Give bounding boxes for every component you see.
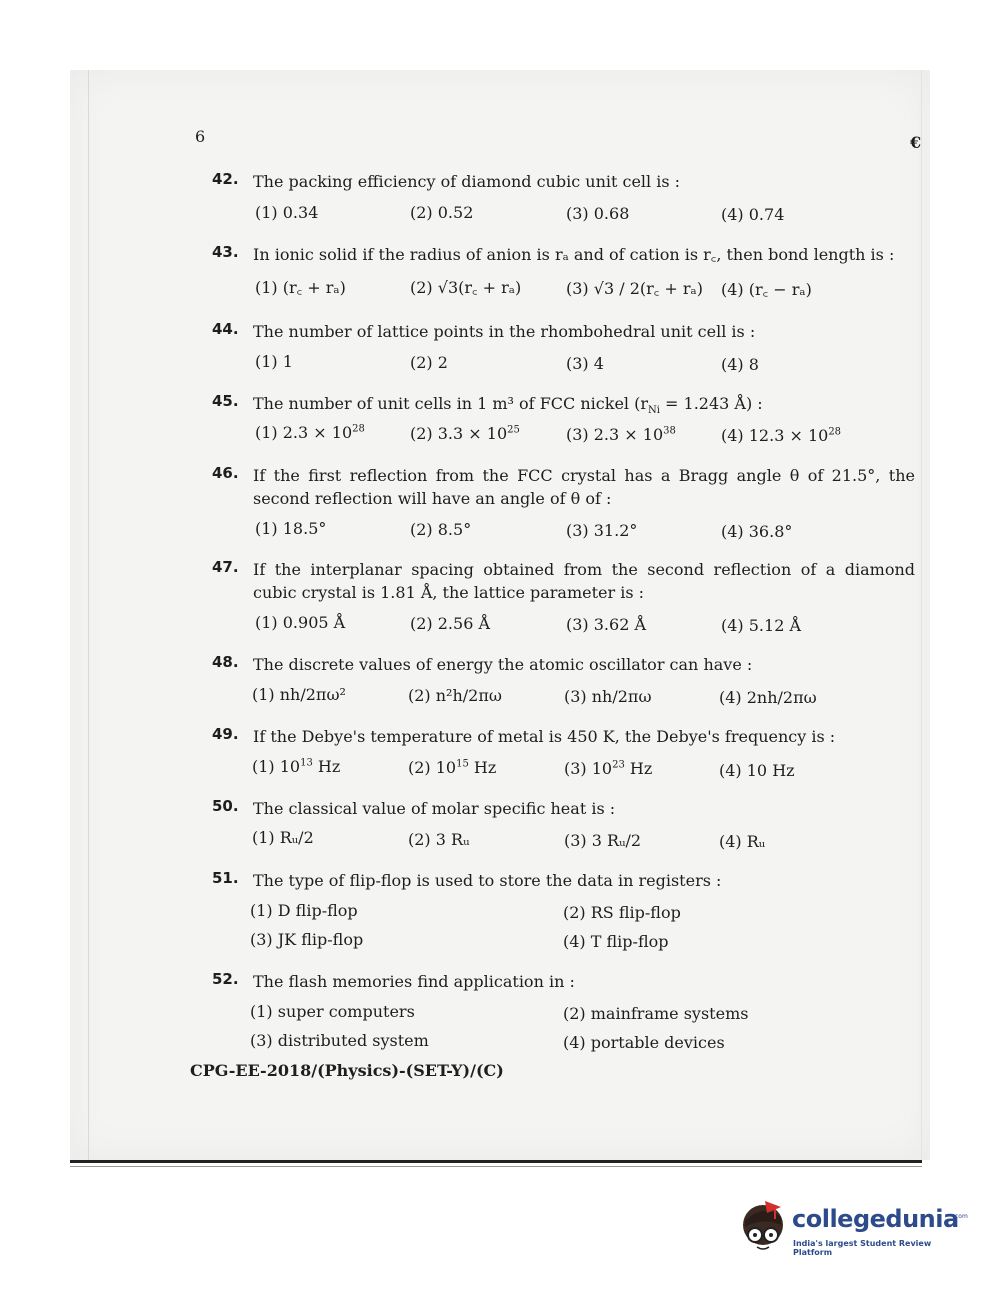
option-1: (1) Rᵤ/2 xyxy=(252,828,314,847)
option-4: (4) 2nh/2πω xyxy=(719,688,817,707)
option-4: (4) (r꜀ − rₐ) xyxy=(721,280,812,299)
option-1: (1) super computers xyxy=(250,1002,415,1021)
question-text: The type of flip-flop is used to store the data in registers : xyxy=(253,871,722,890)
option-3: (3) $10^{23}$ Hz xyxy=(564,759,653,778)
question-number: 47. xyxy=(212,558,239,576)
logo-wordmark: collegedunia xyxy=(792,1205,959,1233)
option-3: (3) 3.62 Å xyxy=(566,615,647,634)
question-number: 44. xyxy=(212,320,239,338)
question-text: The number of unit cells in 1 m³ of FCC nickel ($r_{Ni} = 1.243$ Å) : xyxy=(253,394,763,417)
bottom-divider xyxy=(70,1160,922,1163)
option-2: (2) 3 Rᵤ xyxy=(408,830,470,849)
option-4: (4) 5.12 Å xyxy=(721,616,802,635)
option-3: (3) 31.2° xyxy=(566,521,638,540)
question-text: If the first reflection from the FCC crystal has a Bragg angle θ of 21.5°, the second reflection will have an angle of θ of : xyxy=(253,466,915,508)
option-2: (2) 2 xyxy=(410,353,448,372)
option-3: (3) nh/2πω xyxy=(564,687,652,706)
bottom-divider-thin xyxy=(70,1166,922,1167)
option-1: (1) nh/2πω² xyxy=(252,685,346,704)
option-3: (3) JK flip-flop xyxy=(250,930,364,949)
question-text: The number of lattice points in the rhombohedral unit cell is : xyxy=(253,322,756,341)
option-1: (1) $2.3 \times 10^{28}$ xyxy=(255,423,365,442)
option-2: (2) mainframe systems xyxy=(563,1004,749,1023)
option-2: (2) 8.5° xyxy=(410,520,472,539)
option-4: (4) 8 xyxy=(721,355,759,374)
option-2: (2) 0.52 xyxy=(410,203,474,222)
option-3: (3) distributed system xyxy=(250,1031,429,1050)
option-2: (2) $3.3 \times 10^{25}$ xyxy=(410,424,520,443)
option-1: (1) (r꜀ + rₐ) xyxy=(255,278,346,297)
collegedunia-logo xyxy=(735,1195,968,1257)
mascot-icon xyxy=(735,1195,791,1255)
question-number: 43. xyxy=(212,243,239,261)
option-4: (4) 10 Hz xyxy=(719,761,795,780)
logo-tagline: India's largest Student Review Platform xyxy=(793,1239,932,1257)
scanned-page xyxy=(70,70,930,1160)
question-text: The flash memories find application in : xyxy=(253,972,575,991)
page-edge-left xyxy=(88,70,89,1160)
option-4: (4) T flip-flop xyxy=(563,932,669,951)
option-1: (1) $10^{13}$ Hz xyxy=(252,757,341,776)
logo-com: com xyxy=(955,1213,968,1220)
option-4: (4) $12.3 \times 10^{28}$ xyxy=(721,426,842,445)
question-number: 42. xyxy=(212,170,239,188)
question-number: 50. xyxy=(212,797,239,815)
option-3: (3) 3 Rᵤ/2 xyxy=(564,831,642,850)
option-4: (4) 36.8° xyxy=(721,522,793,541)
option-2: (2) n²h/2πω xyxy=(408,686,502,705)
option-2: (2) $10^{15}$ Hz xyxy=(408,758,497,777)
option-1: (1) 0.34 xyxy=(255,203,319,222)
option-3: (3) 0.68 xyxy=(566,204,630,223)
option-3: (3) $2.3 \times 10^{38}$ xyxy=(566,425,676,444)
paper-code-footer: CPG-EE-2018/(Physics)-(SET-Y)/(C) xyxy=(190,1061,504,1080)
question-number: 49. xyxy=(212,725,239,743)
option-3: (3) √3 / 2(r꜀ + rₐ) xyxy=(566,279,703,298)
option-2: (2) RS flip-flop xyxy=(563,903,681,922)
corner-mark: € xyxy=(910,133,922,152)
question-number: 45. xyxy=(212,392,239,410)
option-1: (1) 0.905 Å xyxy=(255,613,346,632)
question-text: The packing efficiency of diamond cubic unit cell is : xyxy=(253,172,681,191)
option-1: (1) D flip-flop xyxy=(250,901,358,920)
option-3: (3) 4 xyxy=(566,354,604,373)
question-text: If the Debye's temperature of metal is 450 K, the Debye's frequency is : xyxy=(253,727,836,746)
option-4: (4) Rᵤ xyxy=(719,832,766,851)
option-2: (2) 2.56 Å xyxy=(410,614,491,633)
question-number: 48. xyxy=(212,653,239,671)
option-4: (4) portable devices xyxy=(563,1033,725,1052)
question-number: 52. xyxy=(212,970,239,988)
question-text: If the interplanar spacing obtained from the second reflection of a diamond cubic crystal is 1.81 Å, the lattice parameter is : xyxy=(253,560,915,602)
option-1: (1) 18.5° xyxy=(255,519,327,538)
page-number: 6 xyxy=(195,127,206,146)
option-2: (2) √3(r꜀ + rₐ) xyxy=(410,278,522,297)
question-text: The discrete values of energy the atomic oscillator can have : xyxy=(253,655,753,674)
option-1: (1) 1 xyxy=(255,352,293,371)
question-text: The classical value of molar specific heat is : xyxy=(253,799,616,818)
question-text: In ionic solid if the radius of anion is rₐ and of cation is r꜀, then bond length is : xyxy=(253,245,895,264)
question-number: 46. xyxy=(212,464,239,482)
page-edge-right xyxy=(921,70,922,1160)
question-number: 51. xyxy=(212,869,239,887)
option-4: (4) 0.74 xyxy=(721,205,785,224)
